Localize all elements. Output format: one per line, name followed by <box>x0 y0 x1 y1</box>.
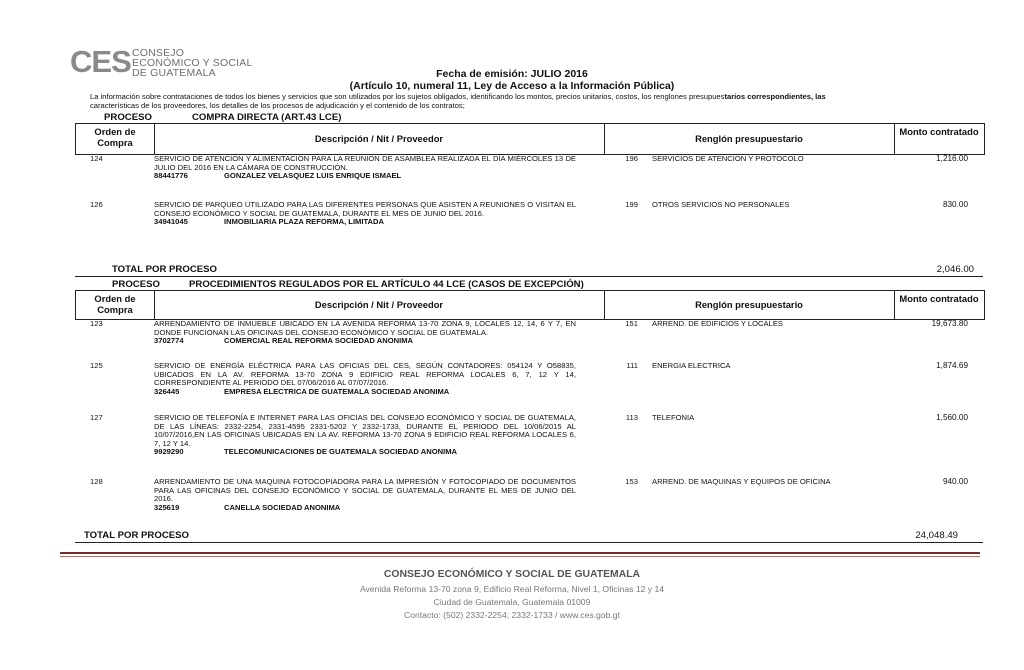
row-amount: 1,560.00 <box>936 413 968 422</box>
col-renglon-header: Renglón presupuestario <box>695 299 803 310</box>
col-monto-header: Monto contratado <box>899 126 979 137</box>
footer-address: Avenida Reforma 13-70 zona 9, Edificio Real Reforma, Nivel 1, Oficinas 12 y 14 <box>359 584 665 594</box>
row-nit-provider <box>154 337 576 346</box>
row-nit-provider <box>154 388 576 397</box>
row-renglon-name: ARREND. DE MAQUINAS Y EQUIPOS DE OFICINA <box>652 477 831 486</box>
footer-city: Ciudad de Guatemala, Guatemala 01009 <box>433 597 591 607</box>
row-provider: GONZALEZ VELASQUEZ LUIS ENRIQUE ISMAEL <box>224 171 402 181</box>
intro-part-2: características de los proveedores, los detalles de los procesos de adjudicación y el contenido de los contratos; <box>90 101 465 110</box>
row-description <box>154 414 576 457</box>
row-renglon-name: OTROS SERVICIOS NO PERSONALES <box>652 200 790 209</box>
col-order-header: Orden de Compra <box>94 126 136 148</box>
row-order: 124 <box>90 154 103 163</box>
section1-process-name: COMPRA DIRECTA (ART.43 LCE) <box>192 112 342 123</box>
row-description <box>154 320 576 346</box>
section1-process-label: PROCESO <box>104 112 152 123</box>
row-order: 128 <box>90 477 103 486</box>
row-desc-text: ARRENDAMIENTO DE INMUEBLE UBICADO EN LA AVENIDA REFORMA 13-70 ZONA 9, LOCALES 12, 14, 6 Y 7, EN DONDE FUNCIONAN LAS OFICINAS DEL CONSEJO ECONÓMICO Y SOCIAL DE GUATEMALA. <box>154 319 576 337</box>
col-desc-header: Descripción / Nit / Proveedor <box>314 133 444 144</box>
row-description <box>154 201 576 227</box>
row-order: 125 <box>90 361 103 370</box>
row-order: 127 <box>90 413 103 422</box>
row-renglon-name: ARREND. DE EDIFICIOS Y LOCALES <box>652 319 783 328</box>
intro-part-1: La información sobre contrataciones de todos los bienes y servicios que son utilizados por los sujetos obligados, identificando los montos, precios unitarios, costos, los renglones presupues <box>90 92 725 101</box>
table-row <box>0 362 1024 412</box>
row-renglon-code: 153 <box>625 477 638 486</box>
section2-process-name: PROCEDIMIENTOS REGULADOS POR EL ARTÍCULO 44 LCE (CASOS DE EXCEPCIÓN) <box>189 279 584 290</box>
section2-total-rule <box>75 542 983 543</box>
row-amount: 830.00 <box>942 200 968 209</box>
row-nit: 34941045 <box>154 217 188 227</box>
section1-total-amount: 2,046.00 <box>936 264 974 275</box>
row-nit: 325619 <box>154 502 180 512</box>
row-desc-text: SERVICIO DE ATENCIÓN Y ALIMENTACIÓN PARA LA REUNIÓN DE ASAMBLEA REALIZADA EL DÍA MIÉRCOLES 13 DE JULIO DEL 2016 EN LA CÁMARA DE CONSTRUCCIÓN. <box>154 154 576 172</box>
table-row <box>0 201 1024 245</box>
section1-total-rule <box>75 276 983 277</box>
intro-bold: tarios correspondientes, las <box>724 92 826 101</box>
row-desc-text: SERVICIO DE PARQUEO UTILIZADO PARA LAS DIFERENTES PERSONAS QUE ASISTEN A REUNIONES O VISITAN EL CONSEJO ECONÓMICO Y SOCIAL DE GUATEMALA, DURANTE EL MES DE JUNIO DEL 2016. <box>154 200 576 218</box>
row-provider: CANELLA SOCIEDAD ANONIMA <box>224 502 341 512</box>
row-amount: 940.00 <box>942 477 968 486</box>
table-row <box>0 478 1024 520</box>
row-nit-provider <box>154 504 576 513</box>
section1-total-label: TOTAL POR PROCESO <box>112 264 218 275</box>
row-nit: 3702774 <box>154 336 184 346</box>
footer-org-name: CONSEJO ECONÓMICO Y SOCIAL DE GUATEMALA <box>383 569 641 580</box>
article-reference: (Artículo 10, numeral 11, Ley de Acceso a la Información Pública) <box>349 80 675 92</box>
row-desc-text: ARRENDAMIENTO DE UNA MAQUINA FOTOCOPIADORA PARA LA IMPRESIÓN Y FOTOCOPIADO DE DOCUMENTOS PARA LAS OFICINAS DEL CONSEJO ECONÓMICO Y SOCIAL DE GUATEMALA, DURANTE EL MES DE JUNIO DEL 2016. <box>154 477 576 504</box>
emission-date: Fecha de emisión: JULIO 2016 <box>436 68 588 80</box>
logo-mark: CES <box>70 44 131 79</box>
table-row <box>0 155 1024 199</box>
row-provider: COMERCIAL REAL REFORMA SOCIEDAD ANONIMA <box>224 336 414 346</box>
table-row <box>0 414 1024 476</box>
row-renglon-code: 199 <box>625 200 638 209</box>
row-renglon-code: 113 <box>625 413 638 422</box>
row-renglon-name: TELEFONIA <box>652 413 695 422</box>
col-renglon-header: Renglón presupuestario <box>695 133 803 144</box>
row-desc-text: SERVICIO DE TELEFONÍA E INTERNET PARA LAS OFICIAS DEL CONSEJO ECONÓMICO Y SOCIAL DE GUATEMALA, DE LAS LÍNEAS: 2332-2254, 2331-4595 2331-5202 Y 2332-1733, DURANTE EL PERIODO DEL 10/06/2015 AL 10/07/2016,EN LAS OFICINAS UBICADAS EN LA AV. REFORMA 13-70 ZONA 9 EDIFICIO REAL REFORMA LOCALES 6, 7, 12 Y 14. <box>154 413 576 448</box>
footer-divider <box>60 552 980 554</box>
row-nit: 9929290 <box>154 447 184 457</box>
row-renglon-code: 151 <box>625 319 638 328</box>
row-nit: 88441776 <box>154 171 188 181</box>
row-nit-provider <box>154 448 576 457</box>
row-provider: INMOBILIARIA PLAZA REFORMA, LIMITADA <box>224 217 385 227</box>
row-amount: 1,874.69 <box>936 361 968 370</box>
col-order-header: Orden de Compra <box>94 293 136 315</box>
row-nit-provider <box>154 218 576 227</box>
row-renglon-code: 111 <box>626 361 638 370</box>
section2-table-header <box>75 290 985 320</box>
row-description <box>154 155 576 181</box>
col-monto-header: Monto contratado <box>899 293 979 304</box>
row-amount: 1,216.00 <box>936 154 968 163</box>
section1-table-header <box>75 123 985 155</box>
table-row <box>0 320 1024 360</box>
logo-line-2: ECONÓMICO Y SOCIAL <box>132 57 253 69</box>
footer-contact: Contacto: (502) 2332-2254; 2332-1733 / www.ces.gob.gt <box>404 610 620 620</box>
section2-total-label: TOTAL POR PROCESO <box>84 530 190 541</box>
logo-line-1: CONSEJO <box>132 47 185 59</box>
row-description <box>154 478 576 512</box>
intro-paragraph <box>90 92 980 110</box>
row-renglon-name: ENERGIA ELECTRICA <box>652 361 731 370</box>
row-provider: TELECOMUNICACIONES DE GUATEMALA SOCIEDAD ANONIMA <box>224 447 458 457</box>
section2-process-label: PROCESO <box>112 279 160 290</box>
row-renglon-code: 196 <box>625 154 638 163</box>
row-nit-provider <box>154 172 576 181</box>
row-nit: 326445 <box>154 386 180 396</box>
row-amount: 19,673.80 <box>931 319 968 328</box>
row-desc-text: SERVICIO DE ENERGÍA ELÉCTRICA PARA LAS OFICIAS DEL CES, SEGÚN CONTADORES: 054124 Y O58835, UBICADOS EN LA AV. REFORMA 13-70 ZONA 9 EDIFICIO REAL REFORMA LOCALES 6, 7, 12 Y 14, CORRESPONDIENTE AL PERIODO DEL 07/06/2016 AL 07/07/2016. <box>154 361 576 388</box>
row-order: 123 <box>90 319 103 328</box>
col-desc-header: Descripción / Nit / Proveedor <box>314 299 444 310</box>
row-order: 126 <box>90 200 103 209</box>
logo-line-3: DE GUATEMALA <box>132 67 216 79</box>
section2-total-amount: 24,048.49 <box>915 530 958 541</box>
row-provider: EMPRESA ELECTRICA DE GUATEMALA SOCIEDAD ANONIMA <box>224 386 450 396</box>
row-description <box>154 362 576 396</box>
row-renglon-name: SERVICIOS DE ATENCION Y PROTOCOLO <box>652 154 804 163</box>
footer-divider-thin <box>60 556 980 557</box>
